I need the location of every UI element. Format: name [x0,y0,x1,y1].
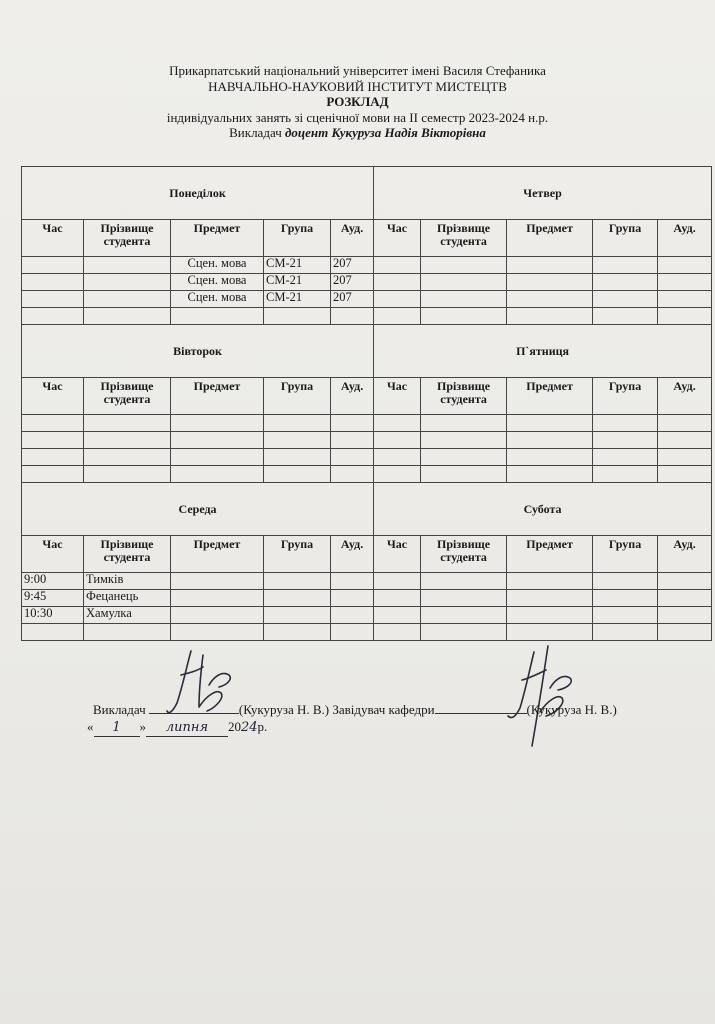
cell-empty [84,449,171,466]
table-row [22,590,712,607]
day-row [22,483,712,536]
cell-group: СМ-21 [264,291,331,308]
cell-subject: Сцен. мова [171,291,264,308]
cell-empty [593,624,658,641]
cell-empty [171,432,264,449]
cell-empty [658,573,712,590]
cell-empty [593,308,658,325]
cell-empty [507,415,593,432]
cell-subject [171,624,264,641]
cell-empty [421,415,507,432]
cell-room: 207 [331,274,374,291]
cell-empty [658,590,712,607]
date-year-prefix: 20 [228,719,241,734]
cell-empty [593,590,658,607]
cell-group [264,573,331,590]
cell-time [22,291,84,308]
cell-subject [171,590,264,607]
cell-room: 207 [331,257,374,274]
cell-empty [507,308,593,325]
cell-time [22,274,84,291]
teacher-name: доцент Кукуруза Надія Вікторівна [284,125,486,141]
cell-time [22,308,84,325]
cell-empty [507,449,593,466]
document-header [0,63,715,141]
table-row [22,624,712,641]
head-sign-label: Завідувач кафедри [332,702,435,717]
cell-empty [374,308,421,325]
cell-empty [421,432,507,449]
cell-empty [507,274,593,291]
cell-empty [658,291,712,308]
cell-subject [171,607,264,624]
col-student: Прізвище студента [421,378,507,415]
day-friday: П`ятниця [374,325,712,378]
day-wednesday: Середа [22,483,374,536]
cell-time [22,257,84,274]
col-group: Група [593,536,658,573]
cell-empty [658,308,712,325]
cell-group [264,624,331,641]
cell-empty [331,449,374,466]
cell-empty [507,573,593,590]
cell-empty [507,291,593,308]
cell-empty [22,432,84,449]
teacher-sign-label: Викладач [93,702,146,717]
document-title: РОЗКЛАД [326,94,389,110]
cell-empty [331,432,374,449]
cell-empty [421,449,507,466]
date-year-digits: 24 [241,720,258,735]
cell-empty [593,257,658,274]
head-sign-field [435,713,527,714]
col-subject: Предмет [171,536,264,573]
cell-student [84,257,171,274]
cell-empty [658,415,712,432]
cell-empty [421,257,507,274]
cell-empty [507,432,593,449]
cell-empty [374,291,421,308]
cell-room [331,590,374,607]
col-student: Прізвище студента [84,536,171,573]
cell-empty [507,590,593,607]
table-row [22,291,712,308]
cell-empty [593,573,658,590]
table-row [22,274,712,291]
cell-empty [593,449,658,466]
cell-empty [331,415,374,432]
cell-empty [84,466,171,483]
cell-empty [658,624,712,641]
cell-empty [593,466,658,483]
col-time: Час [22,220,84,257]
col-student: Прізвище студента [84,220,171,257]
cell-empty [22,466,84,483]
cell-empty [421,466,507,483]
cell-student: Фецанець [84,590,171,607]
cell-empty [658,432,712,449]
head-sign-name: (Кукуруза Н. В.) [526,702,617,717]
cell-empty [171,449,264,466]
cell-time: 9:45 [22,590,84,607]
col-subject: Предмет [507,378,593,415]
cell-group [264,308,331,325]
cell-empty [264,432,331,449]
col-subject: Предмет [171,220,264,257]
cell-empty [421,308,507,325]
table-row [22,415,712,432]
signature-block [87,701,617,737]
cell-empty [264,449,331,466]
teacher-line [0,125,715,141]
cell-empty [264,466,331,483]
col-time: Час [374,536,421,573]
cell-empty [421,573,507,590]
col-room: Ауд. [658,220,712,257]
cell-empty [593,291,658,308]
cell-empty [421,291,507,308]
cell-student [84,291,171,308]
cell-empty [374,449,421,466]
cell-time: 9:00 [22,573,84,590]
cell-empty [658,466,712,483]
col-group: Група [264,378,331,415]
cell-empty [593,274,658,291]
col-room: Ауд. [658,378,712,415]
table-row [22,607,712,624]
cell-subject [171,573,264,590]
institute-name: НАВЧАЛЬНО-НАУКОВИЙ ІНСТИТУТ МИСТЕЦТВ [208,78,507,94]
cell-group [264,607,331,624]
cell-empty [374,607,421,624]
cell-group: СМ-21 [264,257,331,274]
cell-student [84,624,171,641]
column-header-row [22,536,712,573]
day-row [22,167,712,220]
col-time: Час [22,536,84,573]
col-group: Група [593,220,658,257]
date-suffix: р. [257,719,268,734]
cell-empty [374,573,421,590]
table-row [22,466,712,483]
head-signature [500,642,580,754]
cell-empty [374,624,421,641]
col-time: Час [374,378,421,415]
cell-empty [84,415,171,432]
cell-empty [507,624,593,641]
column-header-row [22,220,712,257]
col-group: Група [593,378,658,415]
cell-empty [658,449,712,466]
cell-empty [507,466,593,483]
table-row [22,432,712,449]
teacher-sign-field [149,713,239,714]
cell-student: Тимків [84,573,171,590]
cell-room [331,308,374,325]
cell-group [264,590,331,607]
table-row [22,449,712,466]
cell-empty [264,415,331,432]
cell-empty [593,432,658,449]
col-time: Час [22,378,84,415]
table-row [22,308,712,325]
cell-room [331,624,374,641]
cell-student: Хамулка [84,607,171,624]
teacher-sign-name: (Кукуруза Н. В.) [238,702,330,717]
cell-student [84,274,171,291]
cell-room [331,607,374,624]
cell-empty [374,466,421,483]
signature-line [93,701,617,718]
col-student: Прізвище студента [84,378,171,415]
col-room: Ауд. [331,536,374,573]
cell-empty [22,449,84,466]
cell-student [84,308,171,325]
col-time: Час [374,220,421,257]
cell-subject: Сцен. мова [171,274,264,291]
table-row [22,573,712,590]
university-name: Прикарпатський національний університет імені Василя Стефаника [169,63,546,78]
cell-empty [658,607,712,624]
cell-empty [171,415,264,432]
cell-empty [593,607,658,624]
cell-time [22,624,84,641]
schedule-table [21,166,712,641]
col-subject: Предмет [507,536,593,573]
cell-empty [507,607,593,624]
col-group: Група [264,536,331,573]
table-row [22,257,712,274]
date-open-quote: « [87,719,94,734]
date-line [87,718,617,737]
cell-group: СМ-21 [264,274,331,291]
date-close-quote: » [139,719,146,734]
cell-empty [507,257,593,274]
cell-empty [658,257,712,274]
cell-room: 207 [331,291,374,308]
col-room: Ауд. [331,378,374,415]
cell-subject [171,308,264,325]
col-room: Ауд. [658,536,712,573]
cell-empty [374,274,421,291]
cell-subject: Сцен. мова [171,257,264,274]
cell-empty [374,432,421,449]
cell-empty [593,415,658,432]
date-day: 1 [94,719,140,737]
day-monday: Понеділок [22,167,374,220]
document-subtitle: індивідуальних занять зі сценічної мови на ІІ семестр 2023-2024 н.р. [166,109,549,125]
cell-empty [171,466,264,483]
teacher-prefix: Викладач [229,125,285,141]
col-student: Прізвище студента [421,536,507,573]
cell-empty [84,432,171,449]
cell-empty [374,257,421,274]
cell-empty [658,274,712,291]
cell-empty [421,590,507,607]
cell-time: 10:30 [22,607,84,624]
cell-empty [331,466,374,483]
day-tuesday: Вівторок [22,325,374,378]
cell-empty [421,624,507,641]
col-group: Група [264,220,331,257]
cell-empty [374,415,421,432]
day-saturday: Субота [374,483,712,536]
col-subject: Предмет [171,378,264,415]
column-header-row [22,378,712,415]
cell-empty [22,415,84,432]
cell-room [331,573,374,590]
day-thursday: Четвер [374,167,712,220]
cell-empty [374,590,421,607]
cell-empty [421,607,507,624]
day-row [22,325,712,378]
col-student: Прізвище студента [421,220,507,257]
col-room: Ауд. [331,220,374,257]
cell-empty [421,274,507,291]
date-month: липня [146,719,228,737]
col-subject: Предмет [507,220,593,257]
